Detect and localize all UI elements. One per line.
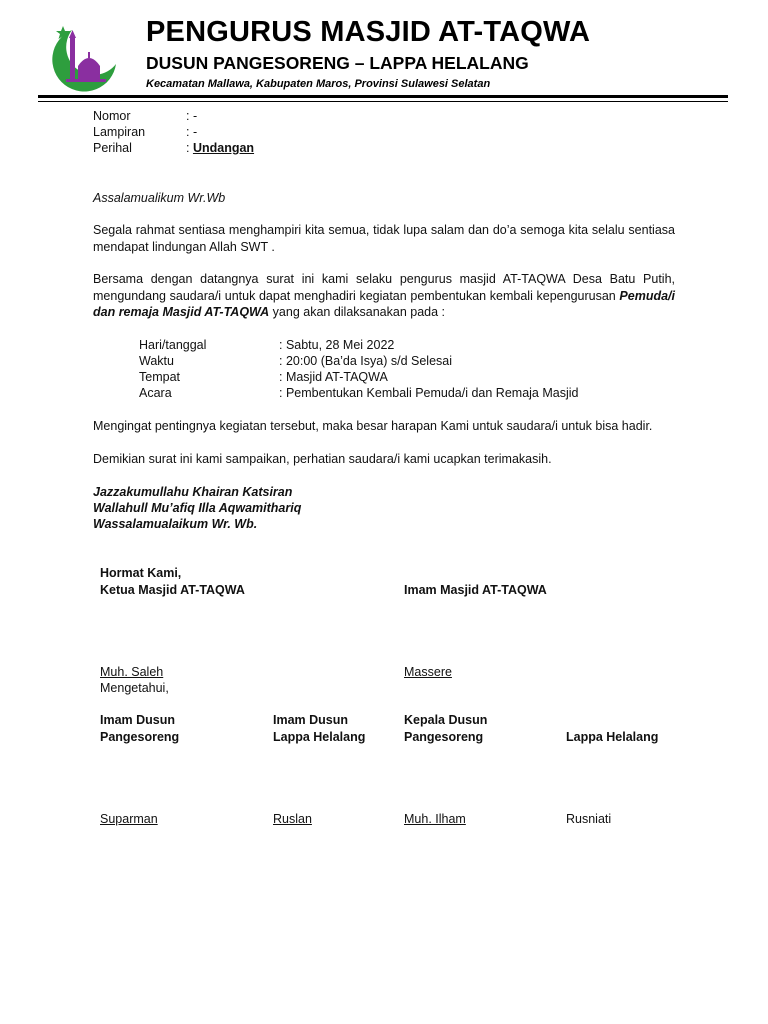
official-3-name: Muh. Ilham [404,812,466,826]
nomor-value: : - [186,109,198,123]
perihal-colon: : [186,141,193,155]
official-2-title-line1: Imam Dusun [273,713,349,727]
perihal-label: Perihal [93,141,132,155]
official-4-name: Rusniati [566,812,612,826]
official-1-title-line2: Pangesoreng [100,730,180,744]
closing-line-3: Wassalamualaikum Wr. Wb. [93,517,258,531]
header-divider-thick [38,95,728,98]
greeting: Assalamualikum Wr.Wb [93,191,226,205]
official-3-title-line1: Kepala Dusun [404,713,488,727]
event-label-place: Tempat [139,370,180,384]
official-3-title-line2: Pangesoreng [404,730,484,744]
event-label-agenda: Acara [139,386,172,400]
mosque-crescent-star-icon [50,22,120,92]
signature-ketua-name: Muh. Saleh [100,665,164,679]
lampiran-value: : - [186,125,198,139]
paragraph-invitation [93,271,675,321]
paragraph-closing: Demikian surat ini kami sampaikan, perhatian saudara/i kami ucapkan terimakasih. [93,452,552,466]
invitation-text-before: Bersama dengan datangnya surat ini kami selaku pengurus masjid AT-TAQWA Desa Batu Putih, mengundang saudara/i untuk dapat menghadiri kegiatan pembentukan kembali kepengurusan [93,272,675,303]
signature-mengetahui: Mengetahui, [100,681,169,695]
perihal-row [186,140,254,156]
letterhead-subtitle: DUSUN PANGESORENG – LAPPA HELALANG [146,53,529,73]
letterhead-address: Kecamatan Mallawa, Kabupaten Maros, Provinsi Sulawesi Selatan [146,78,491,90]
event-value-place: : Masjid AT-TAQWA [279,370,388,384]
official-2-name: Ruslan [273,812,312,826]
official-1-title-line1: Imam Dusun [100,713,176,727]
signature-ketua-title: Ketua Masjid AT-TAQWA [100,583,245,597]
event-value-date: : Sabtu, 28 Mei 2022 [279,338,395,352]
signature-imam-name: Massere [404,665,452,679]
signature-hormat: Hormat Kami, [100,566,182,580]
nomor-label: Nomor [93,109,131,123]
signature-imam-title: Imam Masjid AT-TAQWA [404,583,547,597]
event-label-time: Waktu [139,354,174,368]
invitation-text-after: yang akan dilaksanakan pada : [269,305,446,319]
closing-line-2: Wallahull Mu’afiq Illa Aqwamithariq [93,501,302,515]
header-divider-thin [38,101,728,102]
official-4-title-line2: Lappa Helalang [566,730,659,744]
event-label-date: Hari/tanggal [139,338,207,352]
event-value-time: : 20:00 (Ba’da Isya) s/d Selesai [279,354,453,368]
paragraph-hope: Mengingat pentingnya kegiatan tersebut, maka besar harapan Kami untuk saudara/i untuk bisa hadir. [93,419,653,433]
official-1-name: Suparman [100,812,158,826]
paragraph-opening: Segala rahmat sentiasa menghampiri kita semua, tidak lupa salam dan do’a semoga kita selalu sentiasa mendapat lindungan Allah SWT . [93,223,675,254]
perihal-value: Undangan [192,141,255,155]
letterhead-title: PENGURUS MASJID AT-TAQWA [146,16,591,48]
closing-line-1: Jazzakumullahu Khairan Katsiran [93,485,293,499]
official-2-title-line2: Lappa Helalang [273,730,366,744]
lampiran-label: Lampiran [93,125,146,139]
event-value-agenda: : Pembentukan Kembali Pemuda/i dan Remaja Masjid [279,386,579,400]
invitation-emphasis: Pemuda/i dan remaja Masjid AT-TAQWA [93,288,675,319]
